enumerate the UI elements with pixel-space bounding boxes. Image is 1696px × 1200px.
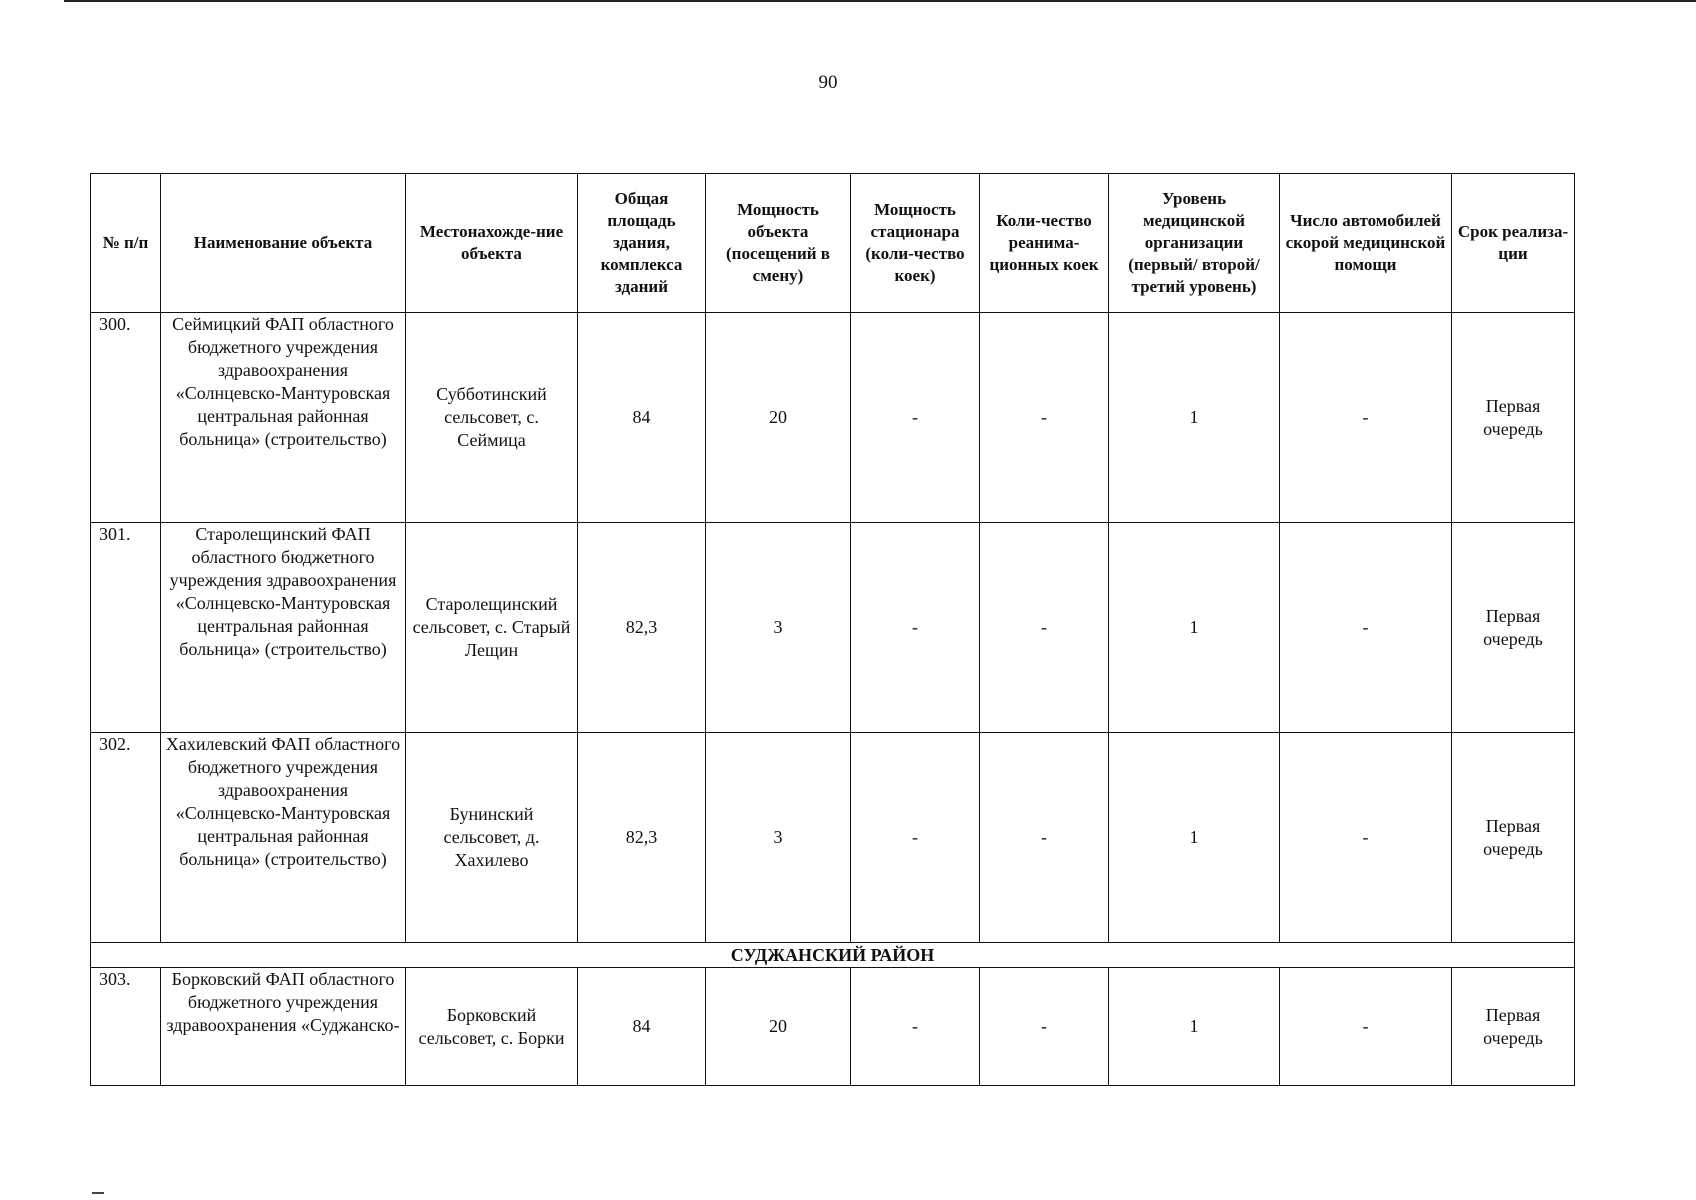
- cell-capacity: 20: [706, 968, 851, 1086]
- cell-capacity: 3: [706, 733, 851, 943]
- cell-level: 1: [1109, 523, 1280, 733]
- header-ambulances: Число автомобилей скорой медицинской помощи: [1280, 174, 1452, 313]
- header-capacity: Мощность объекта (посещений в смену): [706, 174, 851, 313]
- section-title: СУДЖАНСКИЙ РАЙОН: [91, 943, 1575, 968]
- header-term: Срок реализа-ции: [1452, 174, 1575, 313]
- cell-term: Первая очередь: [1452, 733, 1575, 943]
- cell-ambulances: -: [1280, 968, 1452, 1086]
- section-row: [91, 943, 1575, 968]
- scan-mark: [92, 1192, 104, 1194]
- cell-number: 303.: [91, 968, 161, 1086]
- cell-icu-beds: -: [980, 313, 1109, 523]
- cell-capacity: 3: [706, 523, 851, 733]
- cell-term: Первая очередь: [1452, 968, 1575, 1086]
- header-location: Местонахожде-ние объекта: [406, 174, 578, 313]
- cell-area: 82,3: [578, 733, 706, 943]
- cell-number: 302.: [91, 733, 161, 943]
- table-row: [91, 523, 1575, 733]
- table-row: [91, 733, 1575, 943]
- header-number: № п/п: [91, 174, 161, 313]
- header-name: Наименование объекта: [161, 174, 406, 313]
- table-row: [91, 968, 1575, 1086]
- cell-level: 1: [1109, 733, 1280, 943]
- cell-level: 1: [1109, 313, 1280, 523]
- cell-name: Сеймицкий ФАП областного бюджетного учреждения здравоохранения «Солнцевско-Мантуровская центральная районная больница» (строительство): [161, 313, 406, 523]
- cell-area: 84: [578, 968, 706, 1086]
- cell-location: Старолещинский сельсовет, с. Старый Лещин: [406, 523, 578, 733]
- header-row: [91, 174, 1575, 313]
- header-icu-beds: Коли-чество реанима-ционных коек: [980, 174, 1109, 313]
- page-number: 90: [818, 72, 838, 93]
- cell-icu-beds: -: [980, 968, 1109, 1086]
- cell-term: Первая очередь: [1452, 523, 1575, 733]
- cell-icu-beds: -: [980, 733, 1109, 943]
- cell-beds: -: [851, 733, 980, 943]
- cell-area: 84: [578, 313, 706, 523]
- facilities-table: [90, 173, 1575, 1086]
- cell-level: 1: [1109, 968, 1280, 1086]
- cell-name: Старолещинский ФАП областного бюджетного учреждения здравоохранения «Солнцевско-Мантуровская центральная районная больница» (строительство): [161, 523, 406, 733]
- header-level: Уровень медицинской организации (первый/ второй/ третий уровень): [1109, 174, 1280, 313]
- cell-number: 300.: [91, 313, 161, 523]
- cell-area: 82,3: [578, 523, 706, 733]
- cell-name: Борковский ФАП областного бюджетного учреждения здравоохранения «Суджанско-: [161, 968, 406, 1086]
- cell-number: 301.: [91, 523, 161, 733]
- cell-name: Хахилевский ФАП областного бюджетного учреждения здравоохранения «Солнцевско-Мантуровская центральная районная больница» (строительство): [161, 733, 406, 943]
- cell-ambulances: -: [1280, 313, 1452, 523]
- table-row: [91, 313, 1575, 523]
- header-beds: Мощность стационара (коли-чество коек): [851, 174, 980, 313]
- cell-beds: -: [851, 968, 980, 1086]
- cell-location: Субботинский сельсовет, с. Сеймица: [406, 313, 578, 523]
- cell-ambulances: -: [1280, 523, 1452, 733]
- cell-location: Бунинский сельсовет, д. Хахилево: [406, 733, 578, 943]
- cell-beds: -: [851, 523, 980, 733]
- cell-term: Первая очередь: [1452, 313, 1575, 523]
- cell-location: Борковский сельсовет, с. Борки: [406, 968, 578, 1086]
- cell-ambulances: -: [1280, 733, 1452, 943]
- cell-capacity: 20: [706, 313, 851, 523]
- header-area: Общая площадь здания, комплекса зданий: [578, 174, 706, 313]
- cell-beds: -: [851, 313, 980, 523]
- cell-icu-beds: -: [980, 523, 1109, 733]
- top-border-line: [64, 0, 1696, 2]
